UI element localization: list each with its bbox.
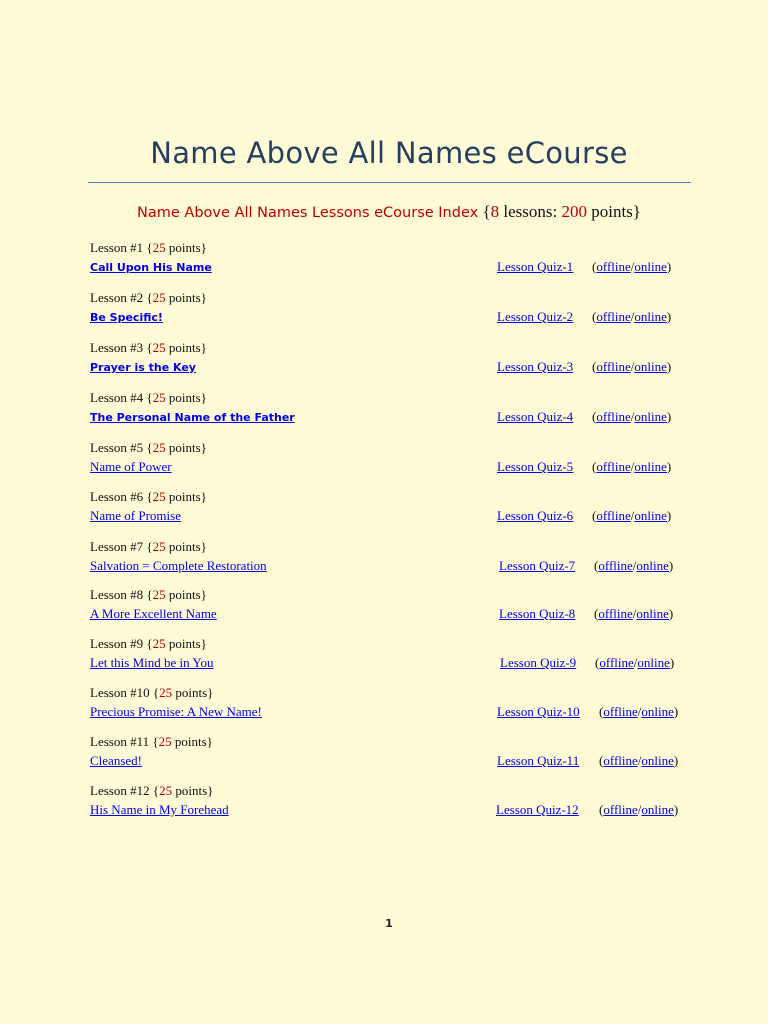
lesson-title-link[interactable]: Be Specific! (90, 311, 163, 324)
lesson-row (90, 489, 690, 529)
lesson-points-word: points} (168, 636, 207, 651)
lesson-title-link[interactable]: Precious Promise: A New Name! (90, 704, 262, 719)
lesson-quiz-link[interactable]: Lesson Quiz-6 (497, 508, 574, 523)
lesson-points: 25 (152, 489, 166, 504)
online-link[interactable]: online (634, 409, 667, 424)
online-link[interactable]: online (634, 309, 667, 324)
lesson-header: Lesson #10 {25 points} (90, 685, 214, 700)
lesson-points-word: points} (168, 240, 207, 255)
lesson-quiz-link[interactable]: Lesson Quiz-7 (499, 558, 576, 573)
lesson-quiz-link[interactable]: Lesson Quiz-1 (497, 259, 574, 274)
online-link[interactable]: online (634, 259, 667, 274)
lesson-header: Lesson #5 {25 points} (90, 440, 207, 455)
lesson-title-link[interactable]: His Name in My Forehead (90, 802, 229, 817)
lesson-header: Lesson #8 {25 points} (90, 587, 207, 602)
lesson-number: Lesson #6 (90, 489, 144, 504)
lesson-title-link[interactable]: Cleansed! (90, 753, 142, 768)
lesson-row (90, 783, 690, 823)
index-heading-brace: { (482, 202, 491, 221)
lesson-quiz-link[interactable]: Lesson Quiz-4 (497, 409, 574, 424)
lesson-row (90, 734, 690, 774)
lesson-number: Lesson #12 (90, 783, 150, 798)
lesson-row (90, 636, 690, 676)
lesson-number: Lesson #5 (90, 440, 144, 455)
online-link[interactable]: online (634, 359, 667, 374)
lesson-points-word: points} (175, 685, 214, 700)
lesson-header: Lesson #2 {25 points} (90, 290, 207, 305)
lesson-header: Lesson #1 {25 points} (90, 240, 207, 255)
lesson-header: Lesson #3 {25 points} (90, 340, 207, 355)
lesson-quiz-link[interactable]: Lesson Quiz-3 (497, 359, 574, 374)
offline-link[interactable]: offline (599, 655, 634, 670)
lesson-header: Lesson #9 {25 points} (90, 636, 207, 651)
lesson-number: Lesson #10 (90, 685, 150, 700)
quiz-format-links: (offline/online) (592, 259, 672, 274)
lesson-title-link[interactable]: Let this Mind be in You (90, 655, 214, 670)
lesson-points: 25 (152, 290, 166, 305)
offline-link[interactable]: offline (598, 606, 633, 621)
lesson-number: Lesson #1 (90, 240, 144, 255)
offline-link[interactable]: offline (596, 409, 631, 424)
online-link[interactable]: online (641, 704, 674, 719)
lesson-row (90, 390, 690, 430)
lesson-quiz-link[interactable]: Lesson Quiz-12 (496, 802, 579, 817)
lesson-points-word: points} (168, 340, 207, 355)
lesson-points: 25 (159, 685, 173, 700)
offline-link[interactable]: offline (596, 359, 631, 374)
online-link[interactable]: online (641, 802, 674, 817)
online-link[interactable]: online (634, 459, 667, 474)
lesson-number: Lesson #9 (90, 636, 144, 651)
lesson-points: 25 (152, 340, 166, 355)
lesson-quiz-link[interactable]: Lesson Quiz-2 (497, 309, 574, 324)
online-link[interactable]: online (637, 655, 670, 670)
offline-link[interactable]: offline (603, 704, 638, 719)
lesson-points-word: points} (168, 539, 207, 554)
lesson-number: Lesson #11 (90, 734, 150, 749)
quiz-format-links: (offline/online) (592, 359, 672, 374)
offline-link[interactable]: offline (598, 558, 633, 573)
lesson-header: Lesson #12 {25 points} (90, 783, 214, 798)
lesson-quiz-link[interactable]: Lesson Quiz-10 (497, 704, 580, 719)
lesson-number: Lesson #8 (90, 587, 144, 602)
online-link[interactable]: online (636, 558, 669, 573)
quiz-format-links: (offline/online) (594, 606, 674, 621)
page-number: 1 (385, 917, 393, 930)
lesson-points: 25 (158, 734, 172, 749)
offline-link[interactable]: offline (596, 259, 631, 274)
lesson-points-word: points} (168, 440, 207, 455)
lesson-points-word: points} (174, 734, 213, 749)
lesson-row (90, 340, 690, 380)
lesson-number: Lesson #4 (90, 390, 144, 405)
lesson-title-link[interactable]: Name of Promise (90, 508, 181, 523)
page-title: Name Above All Names eCourse (150, 136, 628, 170)
lesson-row (90, 685, 690, 725)
lesson-points: 25 (152, 587, 166, 602)
lesson-title-link[interactable]: A More Excellent Name (90, 606, 217, 621)
quiz-format-links: (offline/online) (592, 459, 672, 474)
lesson-number: Lesson #3 (90, 340, 144, 355)
lesson-points-word: points} (168, 587, 207, 602)
quiz-format-links: (offline/online) (592, 508, 672, 523)
quiz-format-links: (offline/online) (592, 309, 672, 324)
lesson-points: 25 (152, 240, 166, 255)
offline-link[interactable]: offline (603, 753, 638, 768)
quiz-format-links: (offline/online) (599, 753, 679, 768)
offline-link[interactable]: offline (603, 802, 638, 817)
quiz-format-links: (offline/online) (599, 802, 679, 817)
lesson-number: Lesson #7 (90, 539, 144, 554)
lesson-title-link[interactable]: Salvation = Complete Restoration (90, 558, 267, 573)
lesson-quiz-link[interactable]: Lesson Quiz-8 (499, 606, 576, 621)
lesson-title-link[interactable]: Name of Power (90, 459, 172, 474)
lesson-header: Lesson #7 {25 points} (90, 539, 207, 554)
points-count: 200 (561, 202, 587, 221)
quiz-format-links: (offline/online) (592, 409, 672, 424)
lesson-header: Lesson #6 {25 points} (90, 489, 207, 504)
lesson-row (90, 240, 690, 280)
quiz-format-links: (offline/online) (595, 655, 675, 670)
points-word: points} (591, 202, 641, 221)
lesson-quiz-link[interactable]: Lesson Quiz-5 (497, 459, 574, 474)
lesson-title-link[interactable]: Call Upon His Name (90, 261, 212, 274)
online-link[interactable]: online (634, 508, 667, 523)
lesson-points: 25 (152, 440, 166, 455)
lesson-title-link[interactable]: Prayer is the Key (90, 361, 196, 374)
lesson-points: 25 (152, 539, 166, 554)
lesson-points-word: points} (168, 390, 207, 405)
lessons-count: 8 (490, 202, 500, 221)
online-link[interactable]: online (636, 606, 669, 621)
offline-link[interactable]: offline (596, 508, 631, 523)
lesson-points-word: points} (168, 290, 207, 305)
index-heading (0, 202, 768, 222)
lesson-points-word: points} (175, 783, 214, 798)
online-link[interactable]: online (641, 753, 674, 768)
lesson-header: Lesson #11 {25 points} (90, 734, 213, 749)
lesson-title-link[interactable]: The Personal Name of the Father (90, 411, 295, 424)
lesson-header: Lesson #4 {25 points} (90, 390, 207, 405)
title-divider (88, 182, 691, 183)
index-heading-label: Name Above All Names Lessons eCourse Index (137, 205, 479, 221)
lessons-word: lessons: (503, 202, 558, 221)
lesson-number: Lesson #2 (90, 290, 144, 305)
offline-link[interactable]: offline (596, 309, 631, 324)
lesson-quiz-link[interactable]: Lesson Quiz-11 (497, 753, 580, 768)
offline-link[interactable]: offline (596, 459, 631, 474)
lesson-row (90, 290, 690, 330)
lesson-row (90, 587, 690, 627)
quiz-format-links: (offline/online) (599, 704, 679, 719)
lesson-points: 25 (152, 636, 166, 651)
lesson-points-word: points} (168, 489, 207, 504)
quiz-format-links: (offline/online) (594, 558, 674, 573)
lesson-quiz-link[interactable]: Lesson Quiz-9 (500, 655, 577, 670)
lesson-row (90, 440, 690, 480)
lesson-row (90, 539, 690, 579)
lesson-points: 25 (152, 390, 166, 405)
lesson-points: 25 (159, 783, 173, 798)
